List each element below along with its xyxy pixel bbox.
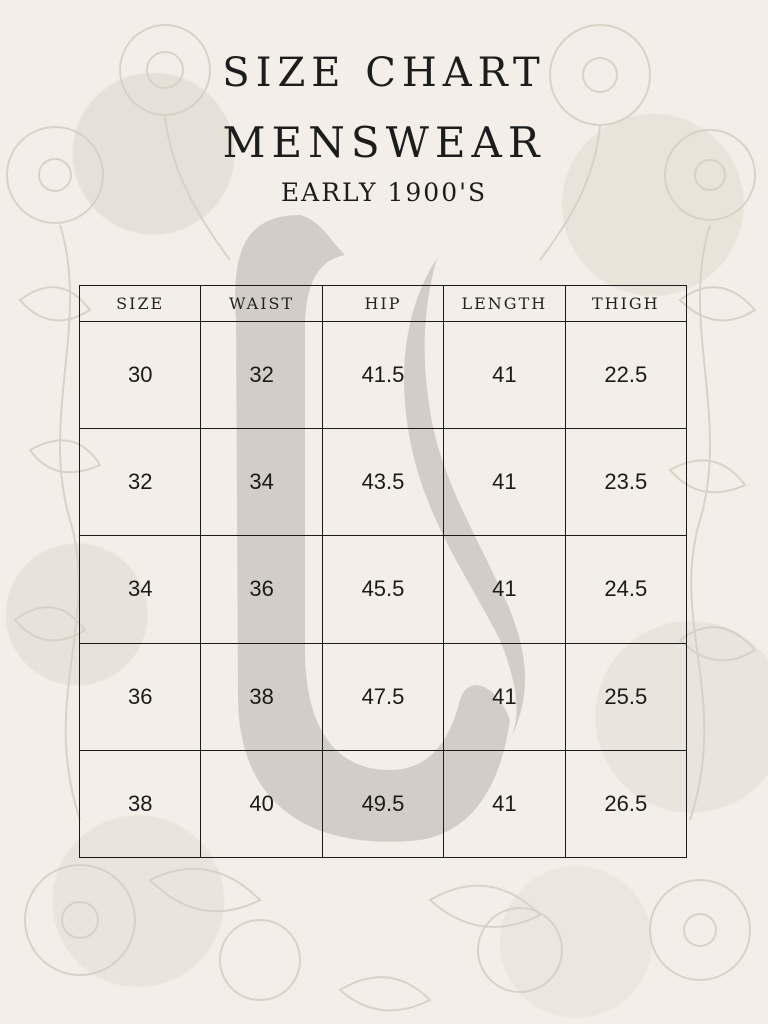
- cell-length: 41: [444, 322, 565, 429]
- cell-hip: 43.5: [322, 429, 443, 536]
- cell-length: 41: [444, 536, 565, 643]
- cell-length: 41: [444, 429, 565, 536]
- page-subtitle: MENSWEAR: [222, 118, 546, 167]
- header-size: SIZE: [80, 286, 201, 322]
- cell-size: 36: [80, 643, 201, 750]
- cell-hip: 45.5: [322, 536, 443, 643]
- era-label: EARLY 1900'S: [280, 178, 488, 207]
- header-length: LENGTH: [444, 286, 565, 322]
- table-row: [80, 429, 687, 536]
- cell-thigh: 23.5: [565, 429, 686, 536]
- table-row: [80, 322, 687, 429]
- table-row: [80, 750, 687, 857]
- cell-thigh: 22.5: [565, 322, 686, 429]
- header-thigh: THIGH: [565, 286, 686, 322]
- cell-length: 41: [444, 643, 565, 750]
- header-hip: HIP: [322, 286, 443, 322]
- table-row: [80, 643, 687, 750]
- cell-thigh: 25.5: [565, 643, 686, 750]
- table-header-row: [80, 286, 687, 322]
- cell-waist: 34: [201, 429, 322, 536]
- cell-waist: 32: [201, 322, 322, 429]
- cell-size: 38: [80, 750, 201, 857]
- page-title: SIZE CHART: [222, 50, 546, 96]
- cell-waist: 36: [201, 536, 322, 643]
- cell-size: 34: [80, 536, 201, 643]
- cell-length: 41: [444, 750, 565, 857]
- cell-waist: 40: [201, 750, 322, 857]
- table-row: [80, 536, 687, 643]
- cell-size: 30: [80, 322, 201, 429]
- cell-thigh: 24.5: [565, 536, 686, 643]
- size-chart-table: [79, 285, 687, 858]
- header-waist: WAIST: [201, 286, 322, 322]
- cell-thigh: 26.5: [565, 750, 686, 857]
- cell-hip: 47.5: [322, 643, 443, 750]
- cell-hip: 41.5: [322, 322, 443, 429]
- cell-size: 32: [80, 429, 201, 536]
- cell-hip: 49.5: [322, 750, 443, 857]
- cell-waist: 38: [201, 643, 322, 750]
